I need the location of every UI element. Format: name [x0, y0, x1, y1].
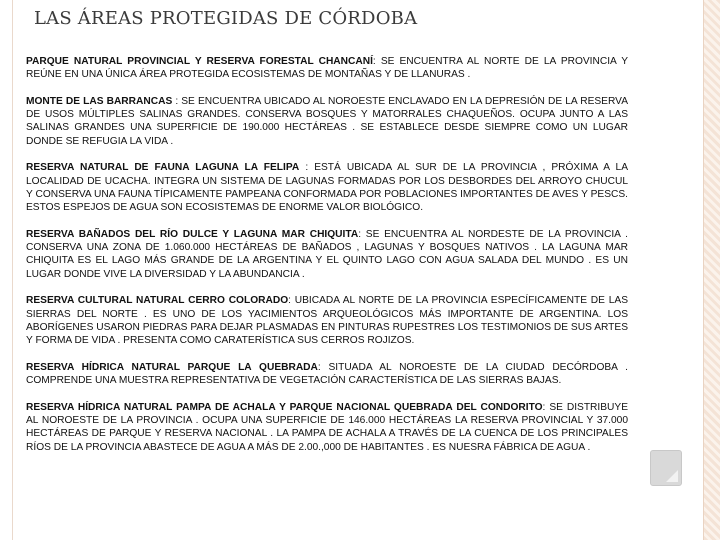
slide-title: LAS ÁREAS PROTEGIDAS DE CÓRDOBA [34, 8, 418, 29]
paragraph-heading: RESERVA HÍDRICA NATURAL PARQUE LA QUEBRADA [26, 361, 318, 373]
left-divider [12, 0, 13, 540]
paragraph-text: : ESTÁ UBICADA AL SUR DE LA PROVINCIA , PRÓXIMA A LA LOCALIDAD DE UCACHA. INTEGRA UN SISTEMA DE LAGUNAS FORMADAS POR LOS DESBORDES DEL ARROYO CHUCUL Y CONSERVA UNA FAUNA TÍPICAMENTE PAMPEANA CONFORMADA POR POBLACIONES IMPORTANTES DE AVES Y PESCS. ESTOS ESPEJOS DE AGUA SON ECOSISTEMAS DE ENORME VALOR BIOLÓGICO. [26, 162, 628, 214]
content-body [26, 55, 628, 467]
paragraph-heading: RESERVA HÍDRICA NATURAL PAMPA DE ACHALA Y PARQUE NACIONAL QUEBRADA DEL CONDORITO [26, 401, 543, 413]
decorative-border [703, 0, 720, 540]
paragraph-barrancas [26, 95, 628, 148]
paragraph-text: : SE ENCUENTRA UBICADO AL NOROESTE ENCLAVADO EN LA DEPRESIÓN DE LA RESERVA DE USOS MÚLTIPLES SALINAS GRANDES. CONSERVA BOSQUES Y MATORRALES CHAQUEÑOS. OCUPA JUNTO A LAS SALINAS GRANDES UNA SUPERFICIE DE 190.000 HECTÁREAS . SE ESTABLECE DESDE SIEMPRE COMO UN LUGAR DONDE SE REFUGIA LA VIDA . [26, 95, 628, 147]
paragraph-cerro-colorado [26, 294, 628, 347]
page-corner-icon [666, 470, 678, 482]
paragraph-heading: RESERVA NATURAL DE FAUNA LAGUNA LA FELIPA [26, 162, 300, 174]
paragraph-heading: RESERVA CULTURAL NATURAL CERRO COLORADO [26, 295, 289, 307]
paragraph-heading: MONTE DE LAS BARRANCAS [26, 95, 173, 107]
paragraph-felipa [26, 161, 628, 214]
paragraph-pampa-achala [26, 401, 628, 454]
paragraph-text: : SE ENCUENTRA AL NORDESTE DE LA PROVINCIA . CONSERVA UNA ZONA DE 1.060.000 HECTÁREAS DE BAÑADOS , LAGUNAS Y BOSQUES NATIVOS . LA LAGUNA MAR CHIQUITA ES EL LAGO MÁS GRANDE DE LA ARGENTINA Y EL QUINTO LAGO CON AGUA SALADA DEL MUNDO . ES UN LUGAR DONDE VIVE LA DIVERSIDAD Y LA ABUNDANCIA . [26, 228, 628, 280]
paragraph-mar-chiquita [26, 228, 628, 281]
paragraph-heading: PARQUE NATURAL PROVINCIAL Y RESERVA FORESTAL CHANCANÍ [26, 56, 373, 67]
paragraph-chancani [26, 55, 628, 82]
slide-nav-button[interactable] [650, 450, 682, 486]
paragraph-text: : SE ENCUENTRA AL NORTE DE LA PROVINCIA Y REÚNE EN UNA ÚNICA ÁREA PROTEGIDA ECOSISTEMAS DE MONTAÑAS Y DE LLANURAS . [26, 56, 628, 81]
paragraph-heading: RESERVA BAÑADOS DEL RÍO DULCE Y LAGUNA MAR CHIQUITA [26, 228, 359, 240]
paragraph-la-quebrada [26, 361, 628, 388]
paragraph-text: : SITUADA AL NOROESTE DE LA CIUDAD DECÓRDOBA . COMPRENDE UNA MUESTRA REPRESENTATIVA DE VEGETACIÓN CARACTERÍSTICA DE LAS SIERRAS BAJAS. [26, 361, 628, 387]
paragraph-text: : SE DISTRIBUYE AL NOROESTE DE LA PROVINCIA . OCUPA UNA SUPERFICIE DE 146.000 HECTÁREAS LA RESERVA PROVINCIAL Y 37.000 HECTÁREAS DE PARQUE Y RESERVA NACIONAL . LA PAMPA DE ACHALA A TRAVÉS DE LA CUENCA DE LOS PRINCIPALES RÍOS DE LA PROVINCIA ABASTECE DE AGUA A MÁS DE 2.00.,000 DE HABITANTES . ES NUESRA FÁBRICA DE AGUA . [26, 401, 628, 453]
paragraph-text: : UBICADA AL NORTE DE LA PROVINCIA ESPECÍFICAMENTE DE LAS SIERRAS DEL NORTE . ES UNO DE LOS YACIMIENTOS ARQUEOLÓGICOS MÁS IMPORTANTE DE ARGENTINA. LOS ABORÍGENES USARON PIEDRAS PARA DEJAR PLASMADAS EN PINTURAS RUPESTRES LOS TESTIMONIOS DE SUS ARTES Y FORMA DE VIDA . PRESENTA COMO CARATERÍSTICA SUS CERROS ROJIZOS. [26, 295, 629, 347]
